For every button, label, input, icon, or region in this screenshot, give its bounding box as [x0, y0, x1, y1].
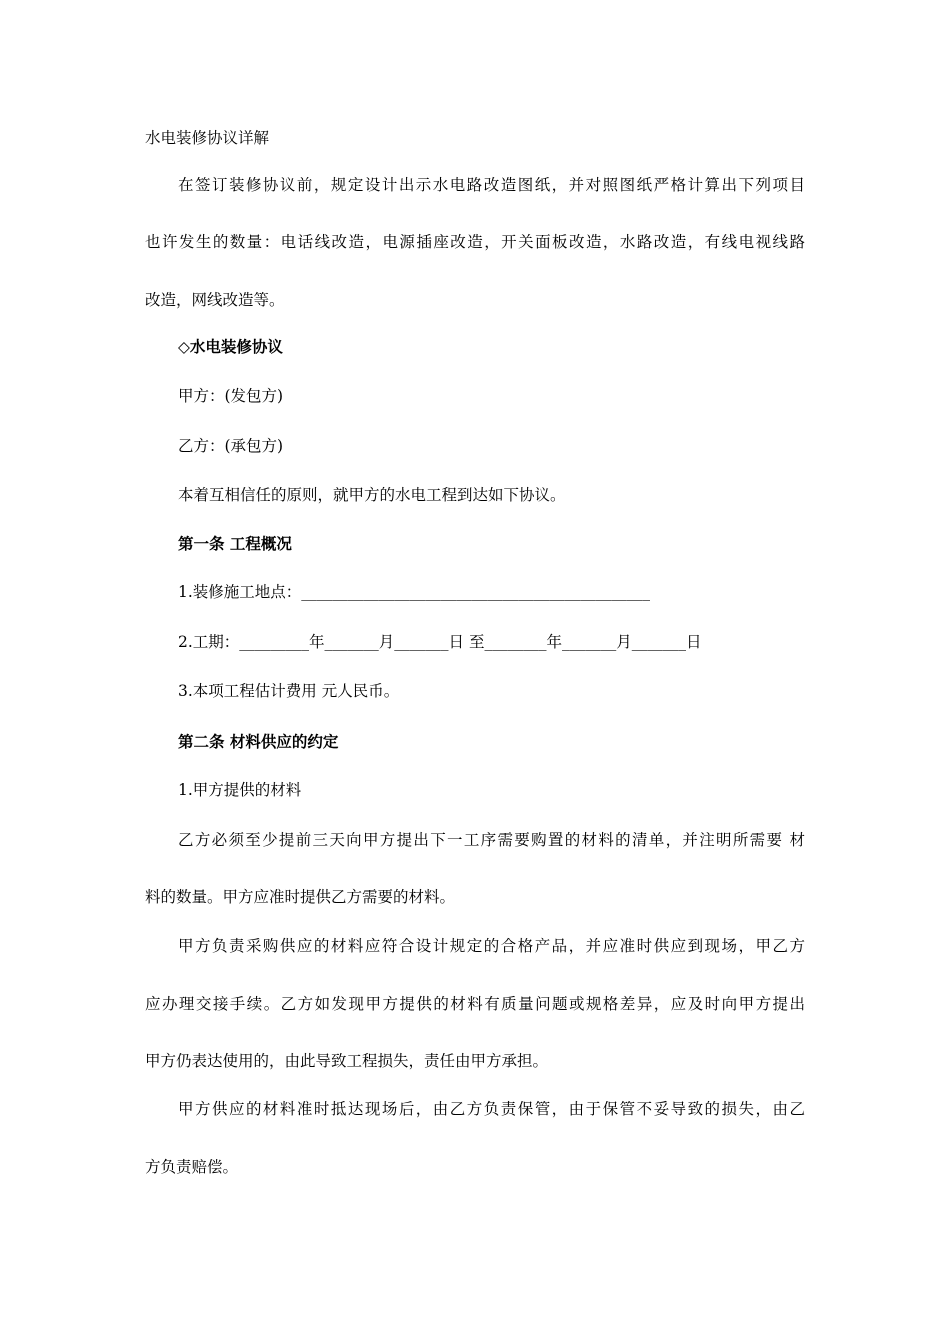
article-2-para-1-line-2: 料的数量。甲方应准时提供乙方需要的材料。	[145, 888, 456, 906]
preamble: 本着互相信任的原则，就甲方的水电工程到达如下协议。	[178, 486, 566, 504]
intro-line-2: 也许发生的数量：电话线改造，电源插座改造，开关面板改造，水路改造，有线电视线路	[145, 233, 805, 251]
article-1-item-1: 1.装修施工地点：_____________________________________________	[178, 583, 651, 601]
article-2-para-3-line-2: 方负责赔偿。	[145, 1158, 239, 1176]
article-2-para-2-line-1: 甲方负责采购供应的材料应符合设计规定的合格产品，并应准时供应到现场，甲乙方	[178, 937, 805, 955]
party-b-line: 乙方：(承包方)	[178, 437, 284, 455]
article-1-item-2: 2.工期：_________年_______月_______日 至________年_______月_______日	[178, 633, 702, 651]
article-2-para-2-line-3: 甲方仍表达使用的，由此导致工程损失，责任由甲方承担。	[145, 1052, 549, 1070]
article-2-item-1: 1.甲方提供的材料	[178, 781, 302, 799]
party-a-line: 甲方：(发包方)	[178, 387, 284, 405]
intro-line-1: 在签订装修协议前，规定设计出示水电路改造图纸，并对照图纸严格计算出下列项目	[178, 176, 805, 194]
article-2-para-2-line-2: 应办理交接手续。乙方如发现甲方提供的材料有质量问题或规格差异，应及时向甲方提出	[145, 995, 805, 1013]
article-2-para-1-line-1: 乙方必须至少提前三天向甲方提出下一工序需要购置的材料的清单，并注明所需要 材	[178, 831, 805, 849]
agreement-heading: ◇水电装修协议	[178, 337, 283, 356]
article-2-heading: 第二条 材料供应的约定	[178, 732, 339, 751]
article-1-heading: 第一条 工程概况	[178, 534, 292, 553]
article-2-para-3-line-1: 甲方供应的材料准时抵达现场后，由乙方负责保管，由于保管不妥导致的损失，由乙	[178, 1100, 805, 1118]
article-1-item-3: 3.本项工程估计费用 元人民币。	[178, 682, 400, 700]
intro-line-3: 改造，网线改造等。	[145, 291, 285, 309]
document-title: 水电装修协议详解	[145, 129, 270, 147]
